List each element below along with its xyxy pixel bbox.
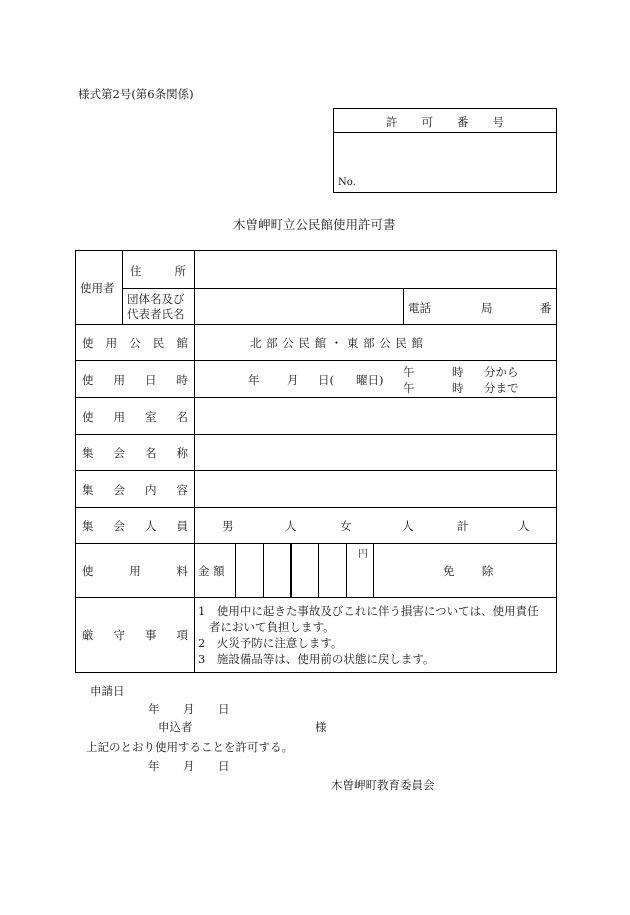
attendees-female-unit: 人 bbox=[402, 519, 414, 533]
form-number: 様式第2号(第6条関係) bbox=[78, 87, 194, 101]
amount-label: 金 額 bbox=[198, 564, 225, 578]
org-name-label-line2: 代表者氏名 bbox=[127, 307, 185, 321]
approval-year: 年 bbox=[148, 759, 160, 773]
application-month: 月 bbox=[183, 702, 195, 716]
hall-options: 北 部 公 民 館 ・ 東 部 公 民 館 bbox=[250, 336, 424, 350]
document-title: 木曽岬町立公民館使用許可書 bbox=[233, 217, 396, 232]
row-divider-meeting-content bbox=[75, 507, 557, 508]
org-name-label-line1: 団体名及び bbox=[127, 292, 185, 306]
time-to-minute: 分まで bbox=[484, 381, 519, 395]
meeting-content-label: 集 会 内 容 bbox=[82, 483, 188, 497]
time-to-hour: 時 bbox=[452, 381, 464, 395]
application-date-label: 申請日 bbox=[90, 684, 125, 698]
phone-exchange-label: 局 bbox=[481, 301, 493, 315]
date-weekday-label: 曜日) bbox=[356, 373, 384, 387]
datetime-label: 使 用 日 時 bbox=[82, 373, 188, 387]
application-year: 年 bbox=[148, 702, 160, 716]
fee-cell-divider bbox=[318, 543, 319, 597]
hall-label: 使 用 公 民 館 bbox=[82, 336, 188, 350]
applicant-honorific: 様 bbox=[315, 720, 327, 734]
permit-header-char: 許 bbox=[386, 115, 398, 129]
exemption-label: 免 除 bbox=[443, 564, 494, 578]
rule-1-line-1: 1 使用中に起きた事故及びこれに伴う損害については、使用責任 bbox=[198, 604, 539, 618]
attendees-female-label: 女 bbox=[340, 519, 352, 533]
row-divider-attendees bbox=[75, 543, 557, 544]
permit-header-char: 番 bbox=[457, 115, 469, 129]
row-divider-fee bbox=[75, 597, 557, 598]
user-label: 使用者 bbox=[80, 281, 115, 295]
meeting-name-label: 集 会 名 称 bbox=[82, 446, 188, 460]
row-divider-room bbox=[75, 434, 557, 435]
application-day: 日 bbox=[218, 702, 230, 716]
time-to-ampm: 午 bbox=[403, 381, 415, 395]
date-year-label: 年 bbox=[248, 373, 260, 387]
rule-1-line-2: 者において負担します。 bbox=[209, 620, 335, 634]
fee-cell-divider bbox=[235, 543, 236, 597]
permit-box-divider bbox=[333, 132, 557, 133]
room-label: 使 用 室 名 bbox=[82, 410, 188, 424]
user-col-divider bbox=[122, 250, 123, 324]
row-divider-datetime bbox=[75, 397, 557, 398]
time-from-minute: 分から bbox=[484, 365, 519, 379]
address-row-divider bbox=[122, 288, 557, 289]
date-day-label: 日( bbox=[318, 373, 334, 387]
phone-number-label: 番 bbox=[540, 301, 552, 315]
attendees-male-unit: 人 bbox=[285, 519, 297, 533]
permit-header-char: 号 bbox=[492, 115, 504, 129]
attendees-male-label: 男 bbox=[222, 519, 234, 533]
row-divider-user bbox=[75, 324, 557, 325]
yen-label: 円 bbox=[358, 549, 368, 560]
time-from-ampm: 午 bbox=[403, 365, 415, 379]
fee-cell-divider bbox=[263, 543, 264, 597]
approval-text: 上記のとおり使用することを許可する。 bbox=[86, 740, 293, 754]
phone-label: 電話 bbox=[408, 301, 431, 315]
approval-day: 日 bbox=[218, 759, 230, 773]
issuer-name: 木曽岬町教育委員会 bbox=[331, 778, 435, 792]
address-label: 住 所 bbox=[130, 264, 186, 278]
rule-3: 3 施設備品等は、使用前の状態に戻します。 bbox=[198, 652, 435, 666]
attendees-total-label: 計 bbox=[457, 519, 469, 533]
fee-cell-divider-bold bbox=[290, 543, 292, 597]
permit-no-label: No. bbox=[338, 177, 356, 188]
permit-number-header bbox=[386, 114, 504, 130]
attendees-label: 集 会 人 員 bbox=[82, 519, 188, 533]
phone-col-divider bbox=[403, 288, 404, 324]
permit-header-char: 可 bbox=[421, 115, 433, 129]
time-from-hour: 時 bbox=[452, 365, 464, 379]
attendees-total-unit: 人 bbox=[518, 519, 530, 533]
row-divider-meeting-name bbox=[75, 470, 557, 471]
rule-2: 2 火災予防に注意します。 bbox=[198, 636, 343, 650]
rules-label: 厳 守 事 項 bbox=[82, 628, 188, 642]
approval-month: 月 bbox=[183, 759, 195, 773]
fee-label: 使 用 料 bbox=[82, 564, 188, 578]
fee-cell-divider bbox=[373, 543, 374, 597]
date-month-label: 月 bbox=[287, 373, 299, 387]
label-col-divider bbox=[194, 250, 195, 673]
fee-cell-divider bbox=[346, 543, 347, 597]
row-divider-hall bbox=[75, 360, 557, 361]
applicant-label: 申込者 bbox=[158, 720, 193, 734]
